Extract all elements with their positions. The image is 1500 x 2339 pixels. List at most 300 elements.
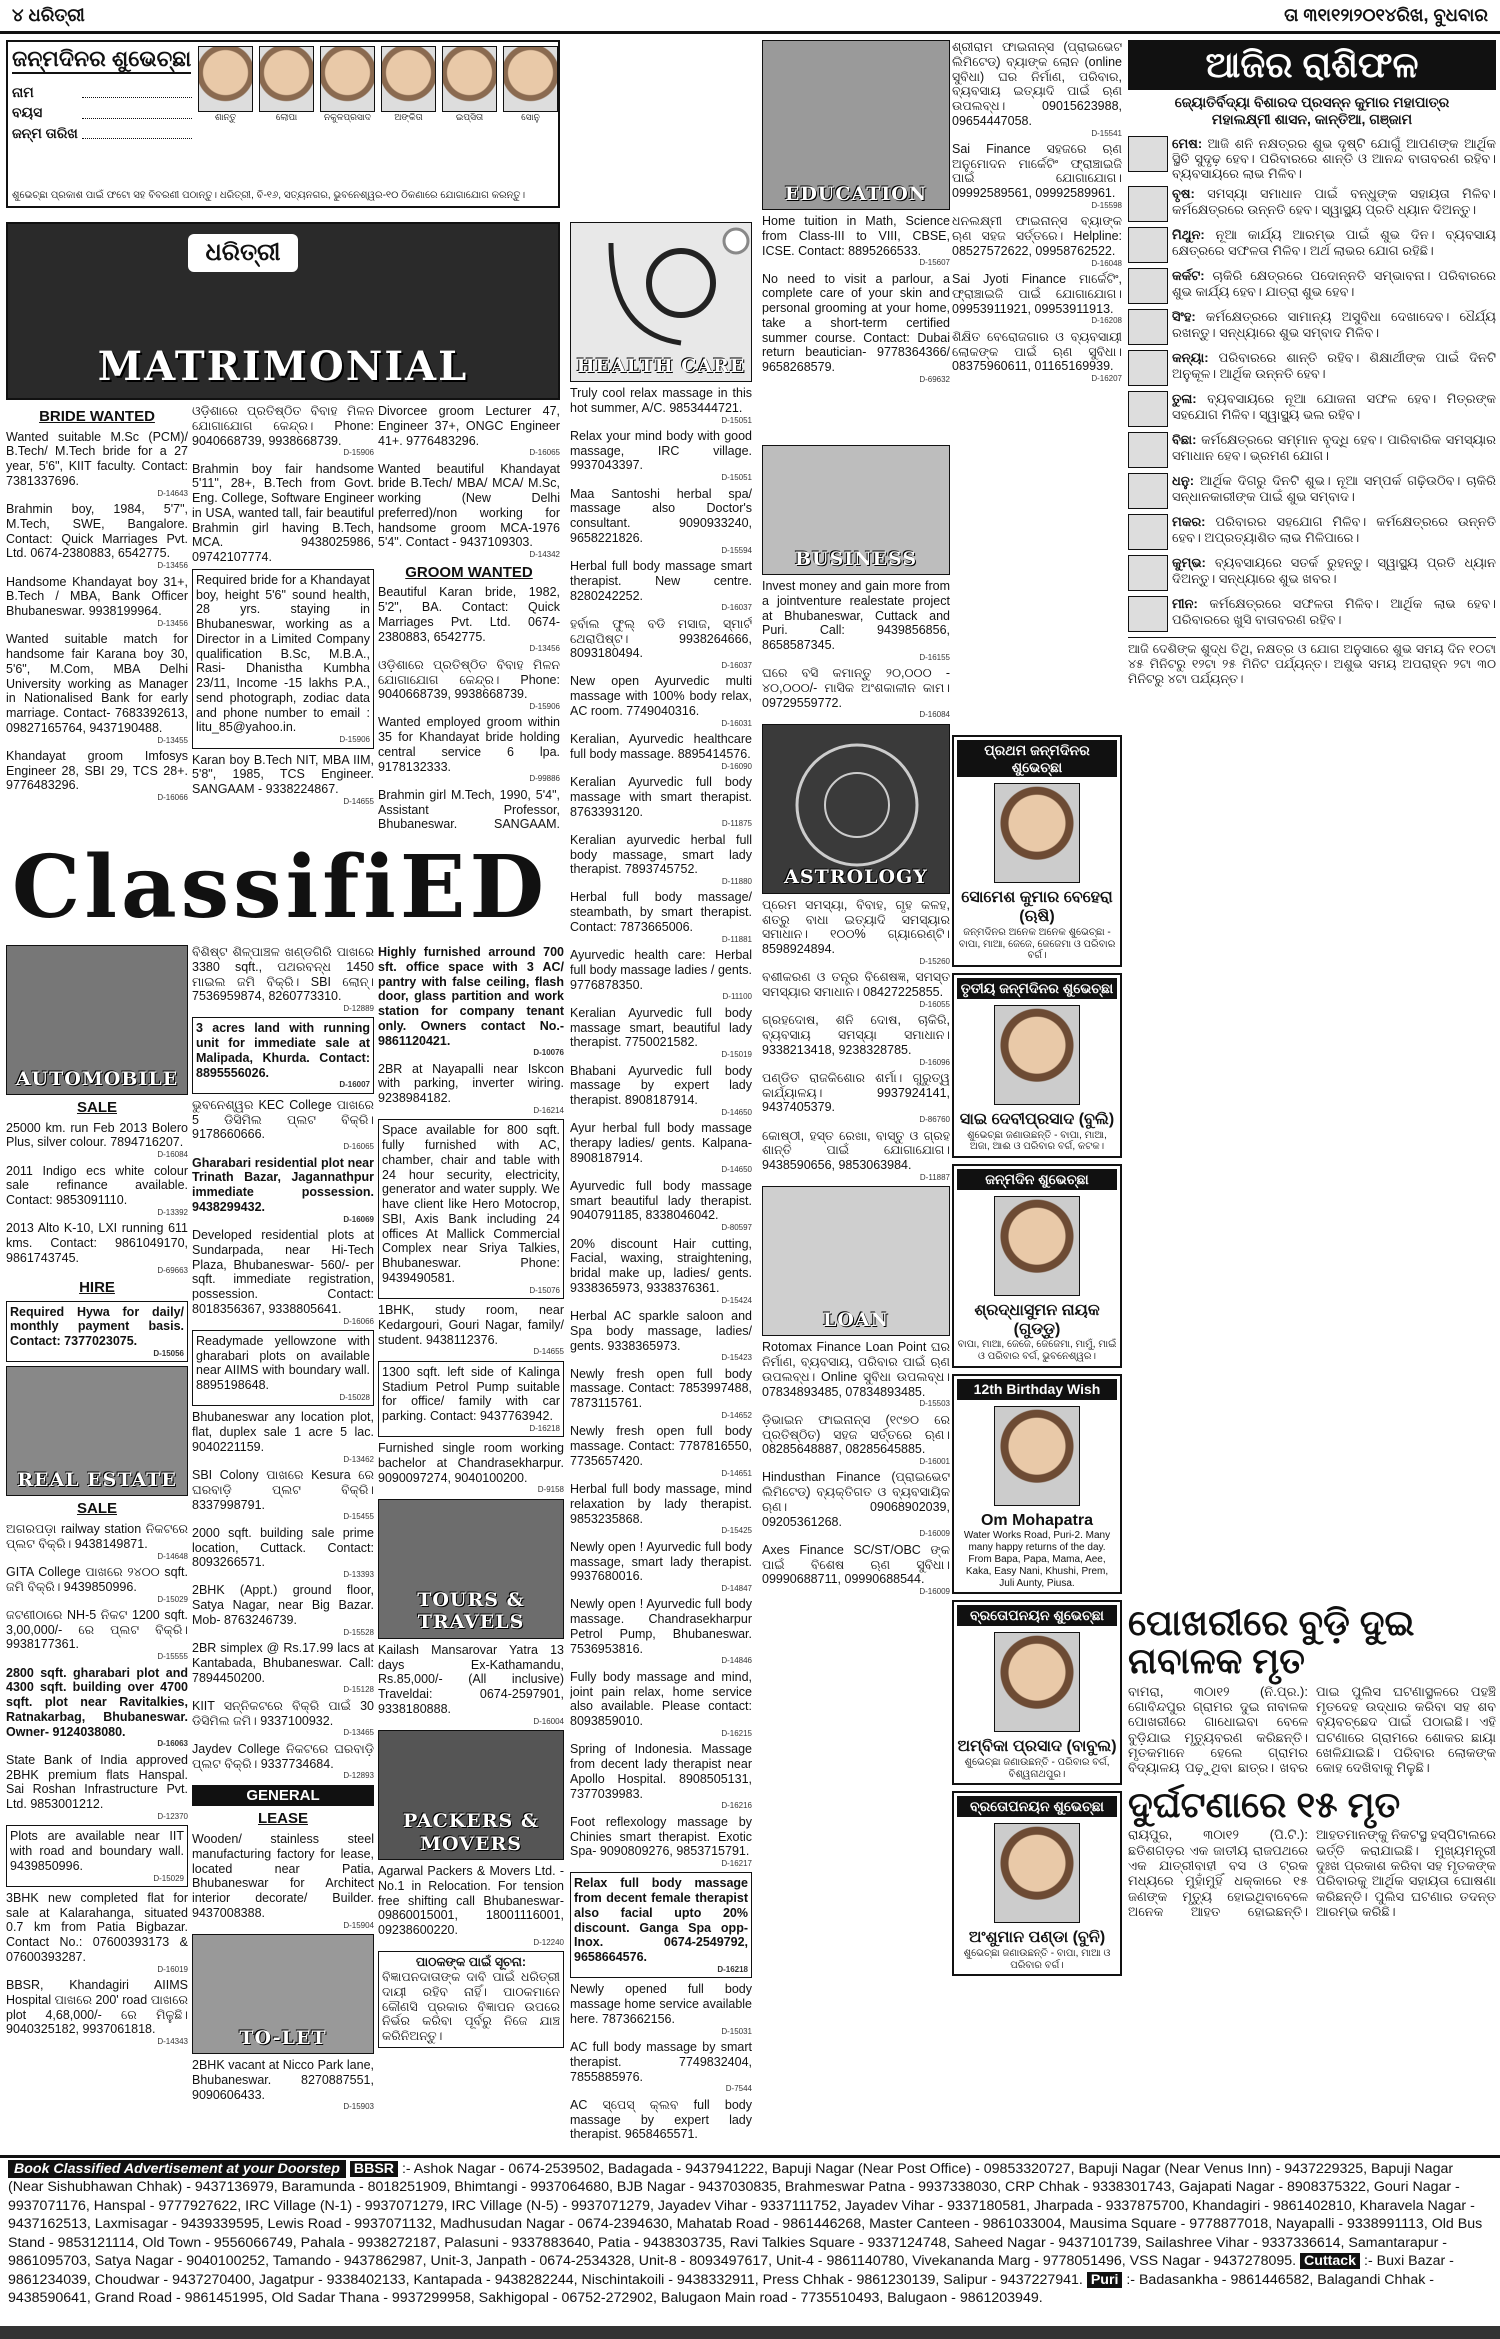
- ad-code: D-13462: [343, 1454, 374, 1464]
- classified-ad: Space available for 800 sqft. fully furnished with AC, chamber, chair and table with 24 hour security, electricity, generator and water supply. We have client like Hero Motocrop, SBI, Axis Bank including 24 offices At Mallick Commercial Complex near Sriya Talkies, Bhubaneswar. Phone: 9439490581. D-15076: [378, 1119, 564, 1299]
- ad-code: D-13456: [529, 644, 560, 654]
- classified-ad: Foot reflexology massage by Chinies smart therapist. Exotic Spa- 9090809276, 9853715791. D-16217: [570, 1814, 752, 1868]
- rashi-name: ମେଷ:: [1172, 135, 1203, 151]
- ad-code: D-15607: [919, 258, 950, 268]
- news-headline-2: ଦୁର୍ଘଟଣାରେ ୧୫ ମୃତ: [1128, 1783, 1401, 1825]
- rashi-name: ବୃଷ:: [1172, 186, 1195, 202]
- rashi-entry: [1128, 136, 1496, 182]
- classified-ad: 2BHK (Appt.) ground floor, Satya Nagar, near Big Bazar. Mob- 8763246739. D-15528: [192, 1583, 374, 1637]
- ad-code: D-15424: [721, 1295, 752, 1305]
- classified-ad: Herbal AC sparkle saloon and Spa body massage, ladies/ gents. 9338365973. D-15423: [570, 1309, 752, 1363]
- classified-ad: No need to visit a parlour, a complete care of your skin and personal grooming at your home, take a short-term certified summer course. Contact: Dubai return beautician- 9778364366/ 9658268579. D-69632: [762, 271, 950, 384]
- real-estate-image: REAL ESTATE: [6, 1366, 188, 1496]
- property-column: [192, 945, 374, 2150]
- zodiac-sign-icon: [1128, 473, 1168, 509]
- ad-code: D-12370: [157, 1811, 188, 1821]
- bride-wanted-column: [6, 404, 188, 834]
- wish-photo: [994, 1005, 1080, 1105]
- wish-title: ଜନ୍ମଦିନ ଶୁଭେଚ୍ଛା: [957, 1169, 1117, 1190]
- health-care-column: [570, 222, 752, 2142]
- ad-code: D-14847: [721, 1584, 752, 1593]
- ad-code: D-16208: [1091, 316, 1122, 326]
- page-header: [0, 0, 1500, 34]
- rashi-text: ବ୍ୟବସାୟରେ ନୂଆ ଯୋଜନା ସଫଳ ହେବ। ମିତ୍ରଙ୍କ ସହଯୋଗ ମିଳିବ। ସ୍ୱାସ୍ଥ୍ୟ ଭଲ ରହିବ।: [1172, 391, 1496, 422]
- wish-text: ଶୁଭେଚ୍ଛା ଜଣାଉଛନ୍ତି - ବାପା, ମାଆ ଓ ପରିବାର ବର୍ଗ।: [963, 1947, 1111, 1971]
- classified-ad: Truly cool relax massage in this hot summer, A/C. 9853444721. D-15051: [570, 386, 752, 425]
- classified-ad: Required Hywa for daily/ monthly payment basis. Contact: 7377023075. D-15056: [6, 1301, 188, 1363]
- classified-ad: Keralian, Ayurvedic healthcare full body massage. 8895414576. D-16090: [570, 732, 752, 771]
- ad-code: D-16037: [721, 661, 752, 670]
- classified-ad: Jaydev College ନିକଟରେ ଘରବାଡ଼ି ପ୍ଲଟ ବିକ୍ରି। 9337734684. D-12893: [192, 1741, 374, 1781]
- ad-code: D-11875: [721, 819, 752, 829]
- astrology-image: ASTROLOGY: [762, 724, 950, 894]
- ad-code: D-13456: [157, 618, 188, 628]
- news-body-2: ରାୟପୁର, ୩୦ା୧୨ (ପି.ଟି.): ଛତିଶଗଡ଼ର ଏକ ଜାତୀୟ ରାଜପଥରେ ଏକ ଯାତ୍ରୀବାହୀ ବସ ଓ ଟ୍ରକ ମଧ୍ୟରେ ମୁହାଁମୁହିଁ ଧକ୍କାରେ ୧୫ ଜଣଙ୍କ ମୃତ୍ୟୁ ହୋଇଥିବାବେଳେ ଅନେକ ଆହତ ହୋଇଛନ୍ତି। ଆହତମାନଙ୍କୁ ନିକଟସ୍ଥ ହସ୍ପିଟାଲରେ ଭର୍ତ୍ତି କରାଯାଇଛି। ମୁଖ୍ୟମନ୍ତ୍ରୀ ଦୁଃଖ ପ୍ରକାଶ କରିବା ସହ ମୃତକଙ୍କ ପରିବାରକୁ ଆର୍ଥିକ ସହାୟତା ଘୋଷଣା କରିଛନ୍ତି। ପୁଲିସ ଘଟଣାର ତଦନ୍ତ ଆରମ୍ଭ କରିଛି।: [1128, 1827, 1496, 1919]
- classified-ad: Newly open ! Ayurvedic full body massage. Chandrasekharpur Petrol Pump, Bhubaneswar. 7536953816. D-14846: [570, 1597, 752, 1666]
- wish-text: ଶୁଭେଚ୍ଛା ଜଣାଉଛନ୍ତି - ବାପା, ମାଆ, ଅଜା, ଆଈ ଓ ପରିବାର ବର୍ଗ, କଟକ।: [967, 1129, 1107, 1153]
- ad-code: D-16009: [919, 1529, 950, 1539]
- ad-code: D-16065: [529, 448, 560, 458]
- zodiac-sign-icon: [1128, 350, 1168, 386]
- classified-ad: Readymade yellowzone with gharabari plots on available near AIIMS with boundary wall. 8895198648. D-15028: [192, 1330, 374, 1406]
- classified-ad: Herbal full body massage smart therapist. New centre. 8280242252. D-16037: [570, 559, 752, 613]
- classified-ad: Fully body massage and mind, joint pain relax, home service also available. Please contact: 8093859010. D-16215: [570, 1669, 752, 1738]
- news-column: [1128, 1600, 1496, 2150]
- wish-photo: [994, 783, 1080, 883]
- education-image: EDUCATION: [762, 40, 950, 210]
- classified-ad: 2BR simplex @ Rs.17.99 lacs at Kantabada, Bhubaneswar. Call: 7894450200. D-15128: [192, 1641, 374, 1695]
- rashi-entry: [1128, 350, 1496, 386]
- wishes-column: [952, 735, 1122, 2145]
- rashi-text: କର୍ମକ୍ଷେତ୍ରରେ ସାମାନ୍ୟ ଅସୁବିଧା ଦେଖାଦେବ। ଧୈର୍ଯ୍ୟ ରଖନ୍ତୁ। ସନ୍ଧ୍ୟାରେ ଶୁଭ ସମ୍ବାଦ ମିଳିବ।: [1172, 309, 1496, 340]
- rashi-entry: [1128, 268, 1496, 304]
- classified-ad: ଘରେ ବସି କମାନ୍ତୁ ୨୦,୦୦୦ - ୪୦,୦୦୦/- ମାସିକ ଅଂଶକାଳୀନ କାମ। 09729559772. D-16084: [762, 666, 950, 720]
- ad-code: D-15904: [343, 1920, 374, 1930]
- classified-ad: Divorcee groom Lecturer 47, Engineer 37+, ONGC Engineer 41+. 9776483296. D-16065: [378, 404, 560, 458]
- zodiac-sign-icon: [1128, 309, 1168, 345]
- classified-ad: State Bank of India approved 2BHK premium flats Hanspal. Sai Roshan Infrastructure Pvt. Ltd. 9853001212. D-12370: [6, 1752, 188, 1821]
- rashi-entry: [1128, 473, 1496, 509]
- ad-code: D-9158: [537, 1485, 564, 1495]
- ad-code: D-14343: [157, 2037, 188, 2047]
- rashi-text: ଆର୍ଥିକ ଦିଗରୁ ଦିନଟି ଶୁଭ। ନୂଆ ସମ୍ପର୍କ ଗଢ଼ିଉଠିବ। ଚାକିରି ସନ୍ଧାନକାରୀଙ୍କ ପାଇଁ ଶୁଭ ସମ୍ବାଦ।: [1172, 473, 1496, 504]
- rashiphala-footnote: ଆଜି ଦେଶିଙ୍କ ଶୁଦ୍ଧ ତିଥି, ନକ୍ଷତ୍ର ଓ ଯୋଗ ଅନୁସାରେ ଶୁଭ ସମୟ ଦିନ ୧୦ଟା ୪୫ ମିନିଟରୁ ୧୨ଟା ୨୫ ମିନିଟ ପର୍ଯ୍ୟନ୍ତ। ଅଶୁଭ ସମୟ ଅପରାହ୍ନ ୨ଟା ୩୦ ମିନିଟରୁ ୪ଟା ପର୍ଯ୍ୟନ୍ତ।: [1128, 637, 1496, 686]
- ad-code: D-99886: [529, 774, 560, 784]
- hire-heading: HIRE: [79, 1279, 115, 1296]
- zodiac-sign-icon: [1128, 136, 1168, 172]
- general-heading: GENERAL: [192, 1785, 374, 1807]
- zodiac-sign-icon: [1128, 186, 1168, 222]
- loan-image: LOAN: [762, 1186, 950, 1336]
- ad-code: D-15029: [153, 1873, 184, 1883]
- classified-ad: 20% discount Hair cutting, Facial, waxing, straightening, bridal make up, ladies/ gents. 9338365973, 9338376361. D-15424: [570, 1236, 752, 1305]
- classified-ad: ଓଡ଼ିଶାରେ ପ୍ରତିଷ୍ଠିତ ବିବାହ ମିଳନ ଯୋଗାଯୋଗ କେନ୍ଦ୍ର। Phone: 9040668739, 9938668739. D-15906: [378, 657, 560, 711]
- finance-column: [952, 40, 1122, 720]
- footer-heading: Book Classified Advertisement at your Doorstep: [8, 2160, 346, 2178]
- classified-ad: Beautiful Karan bride, 1982, 5'2", BA. Contact: Quick Marriages Pvt. Ltd. 0674-2380883, 6542775. D-13456: [378, 585, 560, 654]
- classified-ad: 2013 Alto K-10, LXI running 611 kms. Contact: 9861049170, 9861743745. D-69663: [6, 1221, 188, 1275]
- classified-ad: Wanted beautiful Khandayat bride B.Tech/ MBA/ MCA/ M.Sc, working (New Delhi preferred)/non working for handsome groom MCA-1976 5'4". Contact - 9437109303. D-14342: [378, 461, 560, 560]
- reader-notice: ପାଠକଙ୍କ ପାଇଁ ସୂଚନା: ବିଜ୍ଞାପନଦାତାଙ୍କ ଦାବି ପାଇଁ ଧରିତ୍ରୀ ଦାୟୀ ରହିବ ନାହିଁ। ପାଠକମାନେ କୌଣସି ପ୍ରକାର ବିଜ୍ଞାପନ ଉପରେ ନିର୍ଭର କରିବା ପୂର୍ବରୁ ନିଜେ ଯାଞ୍ଚ କରିନିଅନ୍ତୁ।: [378, 1951, 564, 2048]
- wish-title: 12th Birthday Wish: [957, 1379, 1117, 1400]
- ad-code: D-13465: [343, 1728, 374, 1738]
- automobile-sale-heading: SALE: [76, 1099, 117, 1116]
- classified-ad: Keralian ayurvedic herbal full body massage, smart lady therapist. 7893745752. D-11880: [570, 832, 752, 886]
- ad-code: D-15128: [343, 1685, 374, 1695]
- rashi-text: ଆଜି ଶନି ନକ୍ଷତ୍ରର ଶୁଭ ଦୃଷ୍ଟି ଯୋଗୁଁ ଆପଣଙ୍କ ଆର୍ଥିକ ସ୍ଥିତି ସୁଦୃଢ଼ ହେବ। ପରିବାରରେ ଶାନ୍ତି ଓ ଆନନ୍ଦ ବାତାବରଣ ରହିବ। ବ୍ୟବସାୟରେ ଲାଭ ମିଳିବ।: [1172, 135, 1496, 182]
- classified-ad: Karan boy B.Tech NIT, MBA IIM, 5'8", 1985, TCS Engineer. SANGAAM - 9338224867. D-14655: [192, 752, 374, 806]
- classified-ad: Furnished single room working bachelor at Chandrasekharpur. 9090097274, 9040100200. D-9158: [378, 1441, 564, 1495]
- wish-photo: [994, 1406, 1080, 1506]
- rashi-name: ସିଂହ:: [1172, 309, 1196, 325]
- packers-image: PACKERS & MOVERS: [378, 1730, 564, 1860]
- rashiphala-column: [1128, 40, 1496, 1580]
- classified-ad: Handsome Khandayat boy 31+, B.Tech / MBA, Bank Officer Bhubaneswar. 9938199964. D-13456: [6, 574, 188, 628]
- rashi-name: ବିଛା:: [1172, 432, 1197, 448]
- classified-ad: Developed residential plots at Sundarpada, near Hi-Tech Plaza, Bhubaneswar- 560/- per sqft. immediate registration, possession. Contact: 8018356367, 9338805641. D-16066: [192, 1228, 374, 1326]
- wish-photo: [994, 1823, 1080, 1923]
- classified-ad: Gharabari residential plot near Trinath Bazar, Jagannathpur immediate possession. 9438299432. D-16069: [192, 1155, 374, 1224]
- rashi-text: ନୂଆ କାର୍ଯ୍ୟ ଆରମ୍ଭ ପାଇଁ ଶୁଭ ଦିନ। ବ୍ୟବସାୟ କ୍ଷେତ୍ରରେ ସଫଳତା ମିଳିବ। ଅର୍ଥ ଲାଭର ଯୋଗ ରହିଛି।: [1172, 227, 1496, 258]
- zodiac-sign-icon: [1128, 391, 1168, 427]
- classified-ad: Bhabani Ayurvedic full body massage by expert lady therapist. 8908187914. D-14650: [570, 1063, 752, 1117]
- ad-code: D-15423: [721, 1353, 752, 1363]
- dharitri-logo: ଧରିତ୍ରୀ: [188, 234, 298, 272]
- cuttack-list: :- Buxi Bazar - 9861234039, Choudwar - 9437270400, Jagatpur - 9338402133, Kantapada - 9438282244, Nischintakoili - 9438332911, Press Chhak - 9861230139, Salipur - 9437227941.: [8, 2253, 1454, 2288]
- ad-code: D-16084: [157, 1150, 188, 1160]
- puri-tag: Puri: [1087, 2272, 1123, 2288]
- ad-code: D-86760: [919, 1115, 950, 1125]
- classified-ad: Wooden/ stainless steel manufacturing factory for lease, located near Patia, Bhubaneswar for Architect interior decorate/ Builder. 9437008388. D-15904: [192, 1832, 374, 1930]
- bbsr-list: :- Ashok Nagar - 0674-2539502, Badagada - 9437941222, Bapuji Nagar (Near Post Office) - 09853320727, Bapuji Nagar (Near Venus Inn) - 9437229325, Bapuji Nagar (Near Sishubhawan Chhak) - 9437136979, Baramunda - 8018251909, Bhimtangi - 9937064680, BJB Nagar - 9437030835, Brahmeswar Patna - 9937338030, CRP Chhak - 9338301743, Gajapati Nagar - 8908375322, Gouri Nagar - 9937071176, Hanspal - 9777927622, IRC Village (N-1) - 9937071279, IRC Village (N-5) - 9937071279, Jayadev Vihar - 9337111752, Jayadev Vihar - 9337180581, Jharpada - 9337875700, Khandagiri - 9861402810, Kharavela Nagar - 9437162513, Laxmisagar - 9439339595, Lewis Road - 9937071132, Madhusudan Nagar - 0674-2394630, Mahatab Road - 9861446268, Master Canteen - 9861033004, Mausima Square - 9778877018, Nayapalli - 9338991113, Old Bus Stand - 9853121114, Old Town - 9556066749, Pahala - 9938272187, Palasuni - 9337883640, Patia - 9438303735, Ravi Talkies Square - 9337124748, Saheed Nagar - 9437101739, Sailashree Vihar - 9337336614, Samantarapur - 9861095703, Satya Nagar - 9040100252, Tamando - 9437862987, Unit-3, Janpath - 0674-2534328, Unit-8 - 8093497617, Unit-4 - 9861140780, Vivekananda Marg - 9778051496, VSS Nagar - 9437278095.: [8, 2161, 1483, 2270]
- matrimonial-column-2: [192, 404, 374, 834]
- ad-code: D-16217: [721, 1859, 752, 1868]
- ad-code: D-16155: [919, 652, 950, 662]
- ad-code: D-16096: [919, 1057, 950, 1067]
- classified-ad: ଶିକ୍ଷିତ ବେରୋଜଗାର ଓ ବ୍ୟବସାୟୀ ଲୋକଙ୍କ ପାଇଁ ଋଣ ସୁବିଧା। 08375960611, 01165169939. D-16207: [952, 329, 1122, 383]
- classified-ad: AC ସ୍ପେସ୍ କ୍ଲବ full body massage by expert lady therapist. 9658465571.: [570, 2097, 752, 2142]
- classified-ad: ଶ୍ରୀରାମ ଫାଇନାନ୍ସ (ପ୍ରାଇଭେଟ ଲିମିଟେଡ୍) ବ୍ୟାଙ୍କ ଲୋନ (online ସୁବିଧା) ଘର ନିର୍ମାଣ, ପରିବାର, ବ୍ୟବସାୟ ଇତ୍ୟାଦି ପାଇଁ ଋଣ ଉପଲବ୍ଧ। 09015623988, 09654447058. D-15541: [952, 40, 1122, 138]
- classified-ad: 3 acres land with running unit for immediate sale at Malipada, Khurda. Contact: 8895556026. D-16007: [192, 1017, 374, 1093]
- wish-box: [952, 1600, 1122, 1785]
- zodiac-sign-icon: [1128, 596, 1168, 632]
- kid-photo: ଅଙ୍କିତା: [381, 46, 436, 123]
- ad-code: D-14650: [721, 1165, 752, 1175]
- wish-name: ଅଂଶୁମାନ ପଣ୍ଡା (ବୁନି): [968, 1928, 1106, 1946]
- classified-ad: Ayur herbal full body massage therapy ladies/ gents. Kalpana- 8908187914. D-14650: [570, 1121, 752, 1175]
- ad-code: D-15541: [1091, 128, 1122, 138]
- ad-code: D-16031: [721, 718, 752, 728]
- rashi-name: କନ୍ୟା:: [1172, 350, 1209, 366]
- real-estate-sale-heading: SALE: [76, 1500, 117, 1518]
- rashi-text: କର୍ମକ୍ଷେତ୍ରରେ ସଫଳତା ମିଳିବ। ଆର୍ଥିକ ଲାଭ ହେବ। ପରିବାରରେ ଖୁସି ବାତାବରଣ ରହିବ।: [1172, 596, 1496, 627]
- zodiac-sign-icon: [1128, 432, 1168, 468]
- ad-code: D-11100: [722, 992, 752, 1002]
- rashi-text: ଚାକିରି କ୍ଷେତ୍ରରେ ପଦୋନ୍ନତି ସମ୍ଭାବନା। ପରିବାରରେ ଶୁଭ କାର୍ଯ୍ୟ ହେବ। ଯାତ୍ରା ଶୁଭ ହେବ।: [1172, 268, 1496, 299]
- kid-photo: ନକୁଳପ୍ରସାଦ: [320, 46, 375, 123]
- ad-code: D-80597: [721, 1223, 752, 1233]
- classified-ad: 2011 Indigo ecs white colour sale refinance available. Contact: 9853091110. D-13392: [6, 1163, 188, 1217]
- ad-code: D-13392: [157, 1207, 188, 1217]
- ad-code: D-15906: [529, 702, 560, 711]
- health-care-image: HEALTH CARE: [570, 222, 752, 382]
- ad-code: D-15528: [343, 1627, 374, 1637]
- classified-ad: Wanted employed groom within 35 for Khandayat bride holding central service 6 lpa. 9178132333. D-99886: [378, 715, 560, 784]
- birthday-field-age: ବୟସ: [12, 104, 554, 121]
- ad-code: D-15029: [157, 1594, 188, 1604]
- rashi-entry: [1128, 555, 1496, 591]
- ad-code: D-11880: [721, 877, 752, 886]
- ad-code: D-15906: [343, 448, 374, 458]
- ad-code: D-16214: [533, 1105, 564, 1115]
- page-bottom-strip: [0, 2326, 1500, 2339]
- classified-ad: 25000 km. run Feb 2013 Bolero Plus, silver colour. 7894716207. D-16084: [6, 1120, 188, 1160]
- rashi-text: ବ୍ୟବସାୟରେ ସତର୍କ ରୁହନ୍ତୁ। ସ୍ୱାସ୍ଥ୍ୟ ପ୍ରତି ଧ୍ୟାନ ଦିଅନ୍ତୁ। ସନ୍ଧ୍ୟାରେ ଶୁଭ ଖବର।: [1172, 555, 1496, 586]
- ad-code: D-15056: [153, 1348, 184, 1358]
- classified-ad: New open Ayurvedic multi massage with 100% body relax, AC room. 7749040316. D-16031: [570, 674, 752, 728]
- bbsr-tag: BBSR: [350, 2161, 398, 2177]
- ad-code: D-14655: [533, 1347, 564, 1357]
- kid-photo: ସୋନୁ: [503, 46, 558, 123]
- birthday-form-box: [6, 40, 560, 208]
- ad-code: D-13456: [157, 561, 188, 571]
- classified-ad: 1300 sqft. left side of Kalinga Stadium Petrol Pump suitable for office/ family with car parking. Contact: 9437763942. D-16218: [378, 1361, 564, 1437]
- ad-code: D-16218: [717, 1964, 748, 1974]
- rashi-entry: [1128, 186, 1496, 222]
- rashi-name: ମୀନ:: [1172, 596, 1198, 612]
- ad-code: D-16066: [343, 1316, 374, 1326]
- classified-ad: 2000 sqft. building sale prime location, Cuttack. Contact: 8093266571. D-13393: [192, 1525, 374, 1579]
- classified-ad: Home tuition in Math, Science from Class-III to VIII, CBSE, ICSE. Contact: 8895266533. D-15607: [762, 214, 950, 268]
- kid-photo: ଶାନ୍ତୁ: [198, 46, 253, 123]
- matrimonial-column-3: [378, 404, 560, 834]
- classified-ad: AC full body massage by smart therapist. 7749832404, 7855885976. D-7544: [570, 2040, 752, 2094]
- automobile-column: [6, 945, 188, 2150]
- zodiac-sign-icon: [1128, 514, 1168, 550]
- matrimonial-title: MATRIMONIAL: [97, 342, 469, 390]
- ad-code: D-15425: [721, 1526, 752, 1536]
- kid-photo: ଇପ୍ସିତା: [442, 46, 497, 123]
- rashi-text: କର୍ମକ୍ଷେତ୍ରରେ ସମ୍ମାନ ବୃଦ୍ଧି ହେବ। ପାରିବାରିକ ସମସ୍ୟାର ସମାଧାନ ହେବ। ଭ୍ରମଣ ଯୋଗ।: [1172, 432, 1496, 463]
- classified-ad: Keralian Ayurvedic full body massage smart, beautiful lady therapist. 7750021582. D-15019: [570, 1005, 752, 1060]
- ad-code: D-10076: [533, 1048, 564, 1058]
- page-number: ୪ ଧରିତ୍ରୀ: [12, 4, 85, 25]
- ad-code: D-16063: [157, 1739, 188, 1749]
- rashiphala-title: ଆଜିର ରାଶିଫଳ: [1128, 40, 1496, 90]
- wish-box: [952, 1164, 1122, 1368]
- classified-ad: 1BHK, study room, near Kedargouri, Gouri Nagar, family/ student. 9438112376. D-14655: [378, 1303, 564, 1357]
- news-body-1: ବାମରା, ୩୦ା୧୨ (ନି.ପ୍ର.): ଗୋବିନ୍ଦପୁର ଗ୍ରାମର ଦୁଇ ନାବାଳକ ପୋଖରୀରେ ଗାଧୋଇବା ବେଳେ ବୁଡ଼ିଯାଇ ମୃତ୍ୟୁବରଣ କରିଛନ୍ତି। ମୃତକମାନେ ହେଲେ ଗ୍ରାମର ବିଦ୍ୟାଳୟ ପଢ଼ୁଥିବା ଛାତ୍ର। ଖବର ପାଇ ପୁଲିସ ଘଟଣାସ୍ଥଳରେ ପହଞ୍ଚି ମୃତଦେହ ଉଦ୍ଧାର କରିବା ସହ ଶବ ବ୍ୟବଚ୍ଛେଦ ପାଇଁ ପଠାଇଛି। ଏହି ଘଟଣାରେ ଗ୍ରାମରେ ଶୋକର ଛାୟା ଖେଳିଯାଇଛି। ପରିବାର ଲୋକଙ୍କ କୋହ ଦେଖିବାକୁ ମିଳୁଛି।: [1128, 1683, 1496, 1776]
- birthday-field-date: ଜନ୍ମ ତାରିଖ: [12, 125, 554, 142]
- classified-ad: Required bride for a Khandayat boy, height 5'6" sound health, 28 yrs. staying in Bhubaneswar, working as a Director in a Limited Company qualification B.Sc, M.B.A., Rasi- Dhanistha Kumbha 23/11, Income -15 lakhs P.A., send photograph, zodiac data and phone number to email : litu_85@yahoo.in. D-15906: [192, 569, 374, 749]
- ad-code: D-14643: [157, 488, 188, 498]
- classified-ad: Relax full body massage from decent female therapist also facial upto 20% discount. Ganga Spa opp- Inox. 0674-2549792, 9658664576. D-16218: [570, 1872, 752, 1978]
- ad-code: D-16215: [721, 1728, 752, 1738]
- classified-ad: ଭୁବନେଶ୍ୱର KEC College ପାଖରେ 5 ଡିସିମିଲ ପ୍ଲଟ ବିକ୍ରି। 9178660666. D-16065: [192, 1097, 374, 1152]
- wish-name: ସୋମେଶ କୁମାର ବେହେରା (ଋଷି): [961, 889, 1113, 925]
- rashi-entry: [1128, 309, 1496, 345]
- classified-ad: କୋଷ୍ଠୀ, ହସ୍ତ ରେଖା, ବାସ୍ତୁ ଓ ଗ୍ରହ ଶାନ୍ତି ପାଇଁ ଯୋଗାଯୋଗ। 9438590656, 9853063984. D-11887: [762, 1128, 950, 1182]
- classified-ad: Invest money and gain more from a jointventure realestate project at Bhubaneswar, Cuttack and Puri. Call: 9439856856, 8658587345. D-16155: [762, 579, 950, 662]
- zodiac-sign-icon: [1128, 268, 1168, 304]
- ad-code: D-69663: [157, 1265, 188, 1275]
- wish-text: ଜନ୍ମଦିନର ଅନେକ ଅନେକ ଶୁଭେଚ୍ଛା - ବାପା, ମାଆ, ଜେଜେ, ଜେଜେମା ଓ ପରିବାର ବର୍ଗ।: [958, 926, 1116, 962]
- rashi-text: ସମସ୍ୟା ସମାଧାନ ପାଇଁ ବନ୍ଧୁଙ୍କ ସହାୟତା ମିଳିବ। କର୍ମକ୍ଷେତ୍ରରେ ଉନ୍ନତି ହେବ। ସ୍ୱାସ୍ଥ୍ୟ ପ୍ରତି ଧ୍ୟାନ ଦିଅନ୍ତୁ।: [1172, 186, 1496, 217]
- ad-code: D-14650: [721, 1107, 752, 1117]
- rashi-name: ମିଥୁନ:: [1172, 227, 1205, 243]
- ad-code: D-16218: [529, 1423, 560, 1433]
- wish-title: ପ୍ରଥମ ଜନ୍ମଦିନର ଶୁଭେଚ୍ଛା: [957, 740, 1117, 777]
- classified-ad: Sai Jyoti Finance ମାର୍କେଟିଂ, ଫ୍ରାଞ୍ଚାଇଜି ପାଇଁ ଯୋଗାଯୋଗ। 09953911921, 09953911913. D-16208: [952, 272, 1122, 326]
- classified-ad: Newly fresh open full body massage. Contact: 7787816550, 7735657420. D-14651: [570, 1424, 752, 1478]
- ad-code: D-16007: [339, 1080, 370, 1090]
- classified-ad: ପଣ୍ଡିତ ରାଜକିଶୋର ଶର୍ମା। ଗୁରୁତ୍ୱ କାର୍ଯ୍ୟାଳୟ। 9937924141, 9437405379. D-86760: [762, 1070, 950, 1125]
- classified-ad: Maa Santoshi herbal spa/ massage also Doctor's consultant. 9090933240, 9658221826. D-15594: [570, 486, 752, 555]
- classified-ad: Wanted suitable match for handsome fair Karana boy 30, 5'6", M.Com, MBA Delhi University working as Manager in Nationalised Bank for early marriage. Contact- 7683392613, 09827165764, 9437190488. D-13455: [6, 632, 188, 745]
- rashi-text: ପରିବାରରେ ଶାନ୍ତି ରହିବ। ଶିକ୍ଷାର୍ଥୀଙ୍କ ପାଇଁ ଦିନଟି ଅନୁକୂଳ। ଆର୍ଥିକ ଉନ୍ନତି ହେବ।: [1172, 350, 1496, 381]
- classified-ad: ବଶୀକରଣ ଓ ତନ୍ତ୍ର ବିଶେଷଜ୍ଞ, ସମସ୍ତ ସମସ୍ୟାର ସମାଧାନ। 08427225855. D-16055: [762, 970, 950, 1009]
- ad-code: D-16207: [1091, 374, 1122, 383]
- ad-code: D-14651: [721, 1468, 752, 1478]
- ad-code: D-16084: [919, 710, 950, 720]
- ad-code: D-13455: [157, 735, 188, 745]
- classified-ad: Newly fresh open full body massage. Contact: 7853997488, 7873115761. D-14652: [570, 1366, 752, 1420]
- classified-ad: Herbal full body massage, mind relaxation by lady therapist. 9853235868. D-15425: [570, 1482, 752, 1536]
- matrimonial-banner: [6, 222, 560, 400]
- rashi-name: କର୍କଟ:: [1172, 268, 1205, 284]
- ad-code: D-14652: [721, 1410, 752, 1420]
- birthday-title: ଜନ୍ମଦିନର ଶୁଭେଚ୍ଛା: [12, 46, 191, 74]
- page-date: ତା ୩୧ା୧୨ା୨୦୧୪ରିଖ, ବୁଧବାର: [1284, 4, 1488, 25]
- rashi-entry: [1128, 391, 1496, 427]
- rashi-name: ଧନୁ:: [1172, 473, 1195, 489]
- classified-ad: Relax your mind body with good massage, IRC village. 9937043397. D-15051: [570, 428, 752, 483]
- wish-name: ସାଇ ଦେବୀପ୍ରସାଦ (ବୁଲି): [959, 1110, 1115, 1128]
- classified-ad: ଡ଼ିଭାଇନ ଫାଇନାନ୍ସ (୧୯୭୦ ରେ ପ୍ରତିଷ୍ଠିତ) ସହଜ ସର୍ତ୍ତରେ ଋଣ। 08285648887, 08285645885. D-16001: [762, 1412, 950, 1466]
- ad-code: D-14342: [529, 550, 560, 560]
- ad-code: D-15260: [919, 956, 950, 966]
- classified-ad: Rotomax Finance Loan Point ଘର ନିର୍ମାଣ, ବ୍ୟବସାୟ, ପରିବାର ପାଇଁ ଋଣ ଉପଲବ୍ଧ। Online ସୁବିଧା ଉପଲବ୍ଧ। 07834893485, 07834893485. D-15503: [762, 1340, 950, 1409]
- ad-code: D-15455: [343, 1512, 374, 1522]
- tours-image: TOURS & TRAVELS: [378, 1499, 564, 1639]
- cuttack-tag: Cuttack: [1300, 2253, 1360, 2269]
- ad-code: D-16004: [533, 1716, 564, 1726]
- ad-code: D-16066: [157, 793, 188, 803]
- wish-text: Water Works Road, Puri-2. Many many happy returns of the day. From Bapa, Papa, Mama, Aee, Kaka, Easy Nani, Khushi, Prem, Juli Aunty, Piusa.: [963, 1530, 1111, 1589]
- classified-ad: ଓଡ଼ିଶାରେ ପ୍ରତିଷ୍ଠିତ ବିବାହ ମିଳନ ଯୋଗାଯୋଗ କେନ୍ଦ୍ର। Phone: 9040668739, 9938668739. D-15906: [192, 404, 374, 458]
- classified-ad: SBI Colony ପାଖରେ Kesura ରେ ଘରବାଡ଼ି ପ୍ଲଟ ବିକ୍ରି। 8337998791. D-15455: [192, 1468, 374, 1522]
- ad-code: D-7544: [725, 2084, 752, 2094]
- rashi-entry: [1128, 432, 1496, 468]
- wish-text: ଶୁଭେଚ୍ଛା ଜଣାଉଛନ୍ତି - ପରିବାର ବର୍ଗ, ବିଶ୍ୱନାଥପୁର।: [964, 1756, 1110, 1780]
- wish-text: ବାପା, ମାଆ, ଜେଜେ, ଜେଜେମା, ମାମୁଁ, ମାଇଁ ଓ ପରିବାର ବର୍ଗ, ଭୁବନେଶ୍ୱର।: [957, 1339, 1117, 1363]
- to-let-image: TO-LET: [192, 1934, 374, 2054]
- wish-name: ଅମ୍ବିକା ପ୍ରସାଦ (ବାବୁଲ): [957, 1737, 1117, 1755]
- automobile-image: AUTOMOBILE: [6, 945, 188, 1095]
- wish-box: [952, 1374, 1122, 1594]
- rent-column: [378, 945, 564, 2150]
- rashi-name: ତୁଳା:: [1172, 391, 1197, 407]
- classified-ad: Axes Finance SC/ST/OBC ଙ୍କ ପାଇଁ ବିଶେଷ ଋଣ ସୁବିଧା। 09990688711, 09990688544. D-16009: [762, 1542, 950, 1597]
- classified-ad: ପ୍ରେମ ସମସ୍ୟା, ବିବାହ, ଗୃହ କଳହ, ଶତ୍ରୁ ବାଧା ଇତ୍ୟାଦି ସମସ୍ୟାର ସମାଧାନ। ୧୦୦% ଗ୍ୟାରେଣ୍ଟି। 8598924894. D-15260: [762, 897, 950, 966]
- classified-ad: Highly furnished arround 700 sft. office space with 3 AC/ pantry with false ceiling, flash door, glass partition and work station for company tenant only. Owners contact No.- 9861120421. D-10076: [378, 945, 564, 1058]
- ad-code: D-12889: [343, 1004, 374, 1013]
- classified-ad: BBSR, Khandagiri AIIMS Hospital ପାଖରେ 200' road ପାଖରେ plot 4,68,000/- ରେ ମିଳୁଛି। 9040325182, 9937061818. D-14343: [6, 1978, 188, 2047]
- astrologer-name: ଜ୍ୟୋତିର୍ବିଦ୍ୟା ବିଶାରଦ ପ୍ରସନ୍ନ କୁମାର ମହାପାତ୍ର ମହାଲକ୍ଷ୍ମୀ ଶାସନ, କାନ୍ତିଆ, ଗଞ୍ଜାମ: [1174, 94, 1450, 127]
- ad-code: D-16019: [157, 1964, 188, 1974]
- zodiac-sign-icon: [1128, 555, 1168, 591]
- ad-code: D-15019: [721, 1050, 752, 1060]
- groom-wanted-heading: GROOM WANTED: [405, 563, 533, 581]
- ad-code: D-15903: [343, 2102, 374, 2112]
- classified-ad: 2800 sqft. gharabari plot and 4300 sqft. building over 4700 sqft. plot near Ravitalkies, Ratnakarbag, Bhubaneswar. Owner- 9124038080. D-16063: [6, 1665, 188, 1749]
- classified-ad: Sai Finance ସହଜରେ ଋଣ ଅନୁମୋଦନ ମାର୍କେଟିଂ ଫ୍ରାଞ୍ଚାଇଜି ପାଇଁ ଯୋଗାଯୋଗ। 09992589561, 09992589961. D-15598: [952, 141, 1122, 210]
- ad-code: D-15028: [339, 1392, 370, 1402]
- ad-code: D-15594: [721, 545, 752, 555]
- classified-ad: Newly open ! Ayurvedic full body massage, smart lady therapist. 9937680016. D-14847: [570, 1539, 752, 1593]
- business-column: [762, 445, 950, 2145]
- classified-ad: Bhubaneswar any location plot, flat, duplex sale 1 acre 5 lac. 9040221159. D-13462: [192, 1410, 374, 1464]
- wish-title: ବ୍ରତୋପନୟନ ଶୁଭେଚ୍ଛା: [957, 1605, 1117, 1626]
- classified-ad: Kailash Mansarovar Yatra 13 days Ex-Kathamandu, Rs.85,000/- (All inclusive) Traveldai: 0674-2597901, 9338180888. D-16004: [378, 1642, 564, 1726]
- business-image: BUSINESS: [762, 445, 950, 575]
- classified-ad: ଅଗରପଡ଼ା railway station ନିକଟରେ ପ୍ଲଟ ବିକ୍ରି। 9438149871. D-14648: [6, 1522, 188, 1561]
- classified-ad: Ayurvedic health care: Herbal full body massage ladies / gents. 9776878350. D-11100: [570, 948, 752, 1002]
- classified-ad: Plots are available near IIT with road and boundary wall. 9439850996. D-15029: [6, 1825, 188, 1887]
- news-headline-1: ପୋଖରୀରେ ବୁଡ଼ି ଦୁଇ ନାବାଳକ ମୃତ: [1128, 1602, 1415, 1681]
- classified-ad: 2BR at Nayapalli near Iskcon with parking, inverter wiring. 9238984182. D-16214: [378, 1061, 564, 1115]
- classified-ad: 3BHK new completed flat for sale at Kalarahanga, situated 0.7 km from Patia Bigbazar. Contact No.: 07600393173 & 07600393287. D-16019: [6, 1890, 188, 1974]
- ad-code: D-16037: [721, 603, 752, 613]
- rashi-name: କୁମ୍ଭ:: [1172, 555, 1206, 571]
- ad-code: D-16048: [1091, 258, 1122, 268]
- classified-ad: Keralian Ayurvedic full body massage with smart therapist. 8763393120. D-11875: [570, 775, 752, 829]
- ad-code: D-13393: [343, 1570, 374, 1579]
- classified-ad: ବିଶିଷ୍ଟ ଶିଳ୍ପାଞ୍ଚଳ ଖଣ୍ଡଗିରି ପାଖରେ 3380 sqft., ପଥରବନ୍ଧ 1450 ମାଇଲ ଜମି ବିକ୍ରି। SBI ଲୋନ୍। 7536959874, 8260773310. D-12889: [192, 945, 374, 1013]
- rashi-name: ମକର:: [1172, 514, 1206, 530]
- classified-ad: Spring of Indonesia. Massage from decent lady therapist near Apollo Hospital. 8908505131, 7377039983. D-16216: [570, 1742, 752, 1811]
- classified-ad: Herbal full body massage/ steambath, by smart therapist. Contact: 7873665006. D-11881: [570, 890, 752, 944]
- classified-ad: ଗ୍ରହଦୋଷ, ଶନି ଦୋଷ, ଚାକିରି, ବ୍ୟବସାୟ ସମସ୍ୟା ସମାଧାନ। 9338213418, 9238328785. D-16096: [762, 1013, 950, 1067]
- ad-code: D-15503: [919, 1399, 950, 1409]
- classified-ad: Ayurvedic full body massage smart beautiful lady therapist. 9040791185, 8338046042. D-80597: [570, 1178, 752, 1233]
- ad-code: D-14648: [157, 1551, 188, 1561]
- ad-code: D-15598: [1091, 200, 1122, 210]
- classified-ad: Wanted suitable M.Sc (PCM)/ B.Tech/ M.Tech bride for a 27 year, 5'6", KIIT faculty. Contact: 7381337696. D-14643: [6, 429, 188, 498]
- bride-wanted-heading: BRIDE WANTED: [39, 408, 155, 425]
- wish-box: [952, 1791, 1122, 1976]
- classified-ad: ଧନଲକ୍ଷ୍ମୀ ଫାଇନାନ୍ସ ବ୍ୟାଙ୍କ ଋଣ ସହଜ ସର୍ତ୍ତରେ। Helpline: 08527572622, 09958762522. D-16048: [952, 214, 1122, 268]
- wish-title: ବ୍ରତୋପନୟନ ଶୁଭେଚ୍ଛା: [957, 1796, 1117, 1817]
- wish-name: ଶ୍ରଦ୍ଧାସୁମନ ନାୟକ (ଗୁଡ୍ଡୁ): [974, 1301, 1100, 1338]
- birthday-field-name: ନାମ: [12, 84, 554, 101]
- ad-code: D-69632: [919, 374, 950, 384]
- ad-code: D-16001: [919, 1457, 950, 1466]
- classified-ad: GITA College ପାଖରେ ୨୪୦୦ sqft. ଜମି ବିକ୍ରି। 9439850996. D-15029: [6, 1565, 188, 1604]
- rashi-entry: [1128, 514, 1496, 550]
- wish-title: ତୃତୀୟ ଜନ୍ମଦିନର ଶୁଭେଚ୍ଛା: [957, 978, 1117, 999]
- zodiac-sign-icon: [1128, 227, 1168, 263]
- classified-ad: Newly opened full body massage home service available here. 7873662156. D-15031: [570, 1982, 752, 2036]
- ad-code: D-15906: [339, 735, 370, 745]
- classified-ad: Brahmin girl M.Tech, 1990, 5'4", Assistant Professor, Bhubaneswar. SANGAAM.: [378, 787, 560, 832]
- ad-code: D-16069: [343, 1214, 374, 1224]
- kid-photo: ଲୋପା: [259, 46, 314, 123]
- rashi-text: ପରିବାରର ସହଯୋଗ ମିଳିବ। କର୍ମକ୍ଷେତ୍ରରେ ଉନ୍ନତି ହେବ। ଅପ୍ରତ୍ୟାଶିତ ଲାଭ ମିଳିପାରେ।: [1172, 514, 1496, 545]
- lease-heading: LEASE: [257, 1810, 308, 1828]
- classified-ad: KIIT ସନ୍ନିକଟରେ ବିକ୍ରି ପାଇଁ 30 ଡିସିମିଲ ଜମି। 9337100932. D-13465: [192, 1698, 374, 1738]
- classified-ad: Hindusthan Finance (ପ୍ରାଇଭେଟ ଲିମିଟେଡ୍) ବ୍ୟକ୍ତିଗତ ଓ ବ୍ୟବସାୟିକ ଋଣ। 09068902039, 09205361268. D-16009: [762, 1470, 950, 1539]
